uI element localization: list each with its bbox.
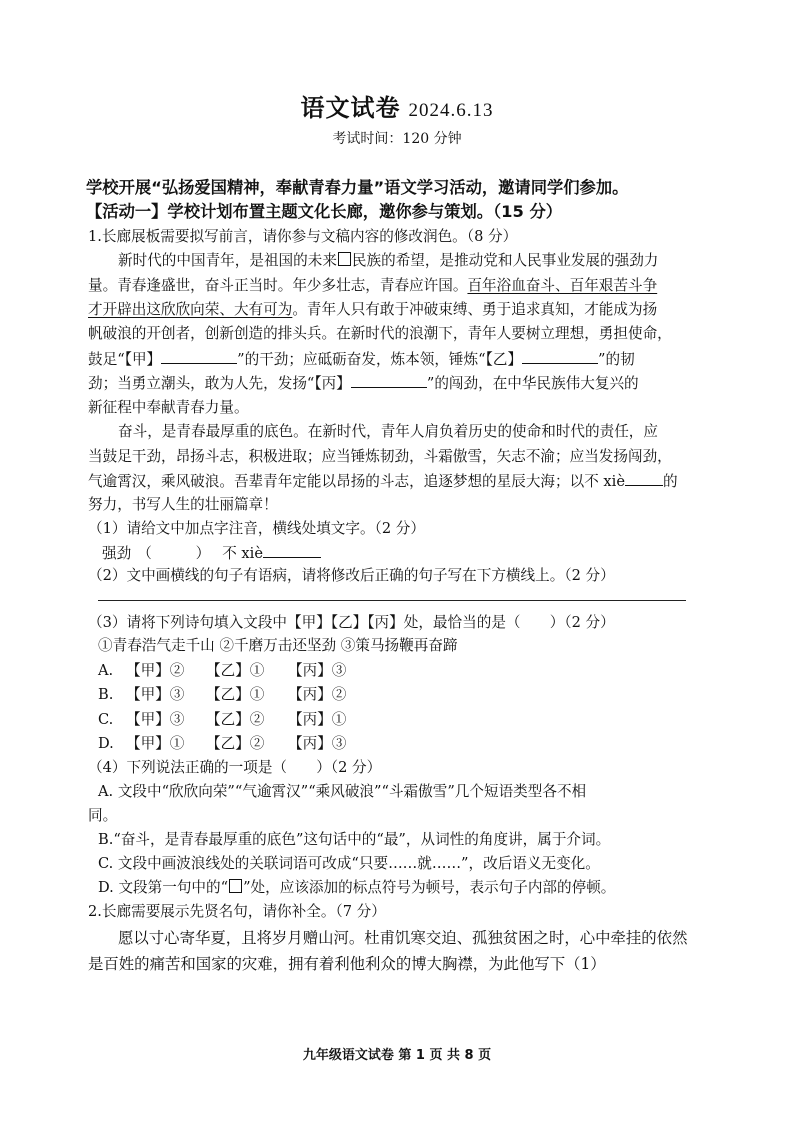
- fill-blank-xie[interactable]: [625, 470, 663, 486]
- question-2-prompt: 2.长廊需要展示先贤名句，请你补全。（7 分）: [88, 903, 386, 920]
- fill-blank-jia[interactable]: [161, 348, 237, 364]
- choice-letter: D.: [98, 735, 114, 752]
- subquestion-1-answers: [102, 542, 728, 565]
- passage-text: 量。青春逢盛世，奋斗正当时。年少多壮志，青春应许国。: [88, 277, 468, 294]
- underlined-sentence: 才开辟出这欣欣向荣、大有可为: [88, 301, 293, 318]
- exam-time: 考试时间：120 分钟: [332, 131, 462, 147]
- passage-line: [88, 470, 714, 493]
- choice-jia: 【甲】②: [126, 662, 185, 679]
- choice-option[interactable]: [98, 659, 346, 680]
- passage-line: 努力，书写人生的壮丽篇章！: [88, 496, 278, 513]
- underlined-sentence: 百年浴血奋斗、百年艰苦斗争: [467, 277, 658, 294]
- fill-word: 不 xiè: [222, 545, 263, 562]
- passage-line: [88, 372, 714, 395]
- question-2-passage: 愿以寸心寄华夏，且将岁月赠山河。杜甫饥寒交迫、孤独贫困之时，心中牵挂的依然: [118, 929, 688, 947]
- choice-yi: 【乙】②: [206, 711, 265, 728]
- subquestion-1: （1）请给文中加点字注音，横线处填文字。（2 分）: [88, 520, 425, 537]
- choice-letter: A.: [98, 662, 114, 679]
- choice-yi: 【乙】②: [206, 735, 265, 752]
- blank-box-icon: [229, 879, 242, 893]
- option-b[interactable]: B.“奋斗，是青春最厚重的底色”这句话中的“最”，从词性的角度讲，属于介词。: [98, 831, 611, 848]
- choice-letter: B.: [98, 686, 114, 703]
- pinyin-answer-slot[interactable]: （ ）: [137, 545, 211, 562]
- choice-jia: 【甲】③: [126, 711, 185, 728]
- passage-text: 新时代的中国青年，是祖国的未来: [118, 252, 337, 269]
- page-footer: 九年级语文试卷 第 1 页 共 8 页: [302, 1048, 492, 1063]
- option-d[interactable]: [98, 877, 724, 899]
- exam-title: [0, 88, 794, 123]
- option-a[interactable]: A. 文段中“欣欣向荣”“气逾霄汉”“乘风破浪”“斗霜傲雪”几个短语类型各不相: [98, 783, 587, 800]
- passage-text: 气逾霄汉，乘风破浪。吾辈青年定能以昂扬的斗志，追逐梦想的星辰大海；以不 xiè: [88, 473, 625, 490]
- passage-line: 帆破浪的开创者，创新创造的排头兵。在新时代的浪潮下，青年人要树立理想，勇担使命，: [88, 325, 672, 342]
- choice-yi: 【乙】①: [206, 686, 265, 703]
- choice-bing: 【丙】①: [288, 711, 347, 728]
- choice-option[interactable]: [98, 708, 346, 729]
- fill-blank-bing[interactable]: [351, 372, 427, 388]
- question-2-passage: 是百姓的痛苦和国家的灾难，拥有着利他利众的博大胸襟，为此他写下（1）: [88, 955, 606, 973]
- choice-jia: 【甲】③: [126, 686, 185, 703]
- subquestion-4: （4）下列说法正确的一项是（ ）（2 分）: [88, 759, 382, 776]
- choice-letter: C.: [98, 711, 114, 728]
- option-text: D. 文段第一句中的“: [98, 879, 229, 896]
- subquestion-2: （2）文中画横线的句子有语病，请将修改后正确的句子写在下方横线上。（2 分）: [88, 567, 615, 584]
- option-a-continued: 同。: [88, 807, 118, 824]
- passage-line: 当鼓足干劲，昂扬斗志，积极进取；应当锤炼韧劲，斗霜傲雪，矢志不渝；应当发扬闯劲，: [88, 448, 672, 465]
- activity-intro: 学校开展“弘扬爱国精神，奉献青春力量”语文学习活动，邀请同学们参加。: [86, 178, 629, 197]
- passage-line: [88, 348, 714, 371]
- option-text: ”处，应该添加的标点符号为顿号，表示句子内部的停顿。: [243, 879, 616, 896]
- passage-line: 奋斗，是青春最厚重的底色。在新时代，青年人肩负着历史的使命和时代的责任，应: [118, 423, 658, 440]
- pinyin-word: 强劲: [102, 545, 132, 562]
- passage-text: 劲；当勇立潮头，敢为人先，发扬“【丙】: [88, 375, 351, 392]
- passage-text: ”的韧: [598, 351, 635, 368]
- subquestion-3: （3）请将下列诗句填入文段中【甲】【乙】【丙】处，最恰当的是（ ）（2 分）: [88, 614, 615, 631]
- question-1-prompt: 1.长廊展板需要拟写前言，请你参与文稿内容的修改润色。（8 分）: [88, 228, 518, 245]
- fill-answer-slot[interactable]: [263, 542, 321, 558]
- passage-line: [118, 250, 744, 272]
- choice-option[interactable]: [98, 683, 346, 704]
- passage-text: 民族的希望，是推动党和人民事业发展的强劲力: [351, 252, 659, 269]
- activity-one-heading: 【活动一】学校计划布置主题文化长廊，邀你参与策划。（15 分）: [86, 202, 563, 221]
- exam-date: 2024.6.13: [408, 100, 494, 121]
- passage-text: 的: [662, 473, 678, 490]
- passage-line: 新征程中奉献青春力量。: [88, 399, 249, 416]
- passage-text: 。青年人只有敢于冲破束缚、勇于追求真知，才能成为扬: [292, 301, 658, 318]
- choice-bing: 【丙】③: [288, 735, 347, 752]
- poem-options: ①青春浩气走千山 ②千磨万击还坚劲 ③策马扬鞭再奋蹄: [98, 637, 458, 654]
- option-c[interactable]: C. 文段中画波浪线处的关联词语可改成“只要……就……”，改后语义无变化。: [98, 855, 600, 872]
- passage-line: [88, 299, 714, 321]
- choice-option[interactable]: [98, 732, 346, 753]
- answer-line[interactable]: [98, 600, 686, 601]
- passage-text: ”的闯劲，在中华民族伟大复兴的: [426, 375, 639, 392]
- passage-text: ”的干劲；应砥砺奋发，炼本领，锤炼“【乙】: [237, 351, 523, 368]
- choice-jia: 【甲】①: [126, 735, 185, 752]
- fill-blank-yi[interactable]: [522, 348, 598, 364]
- title-text: 语文试卷: [300, 93, 401, 122]
- choice-bing: 【丙】③: [288, 662, 347, 679]
- passage-text: 鼓足“【甲】: [88, 351, 162, 368]
- choice-bing: 【丙】②: [288, 686, 347, 703]
- blank-box-icon: [338, 252, 351, 266]
- passage-line: [88, 275, 714, 297]
- choice-yi: 【乙】①: [206, 662, 265, 679]
